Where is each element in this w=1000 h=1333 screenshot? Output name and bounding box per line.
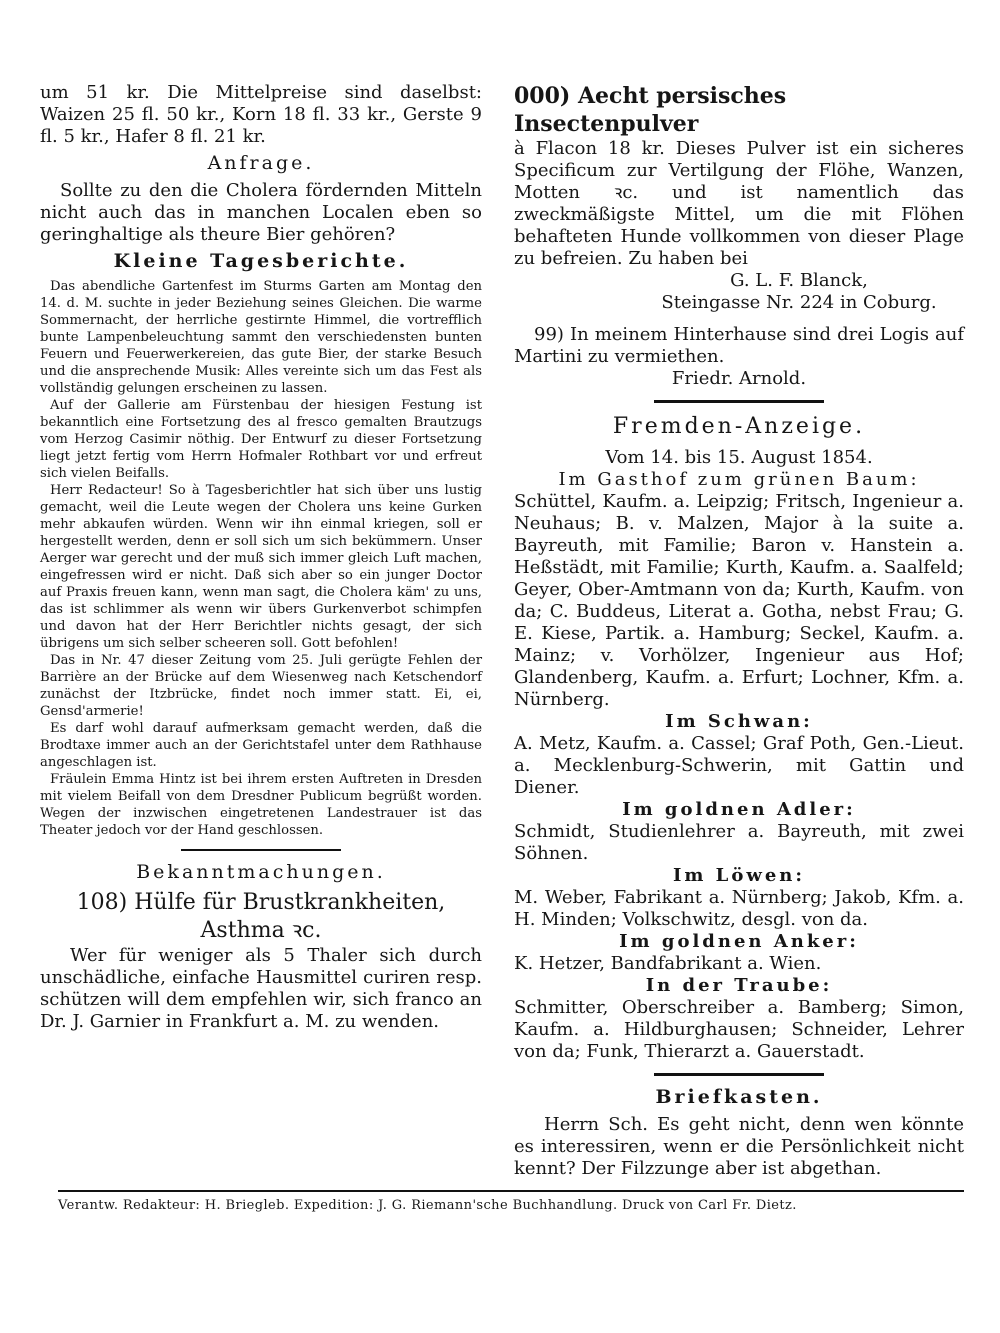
hotel-schwan-heading: Im Schwan: (665, 711, 813, 732)
ad-000-text: à Flacon 18 kr. Dieses Pulver ist ein sicheres Specificum zur Vertilgung der Flöhe, Wanzen, Motten ꝛc. und ist namentlich das zweckmäßigste Mittel, um die mit Flöhen behafteten Hunde vollkommen von dieser Plage zu befreien. Zu haben bei (514, 138, 964, 269)
ad-108-subtitle: Asthma ꝛc. (200, 918, 322, 943)
kleine-tagesberichte-body (40, 278, 482, 839)
report-barriere: Das in Nr. 47 dieser Zeitung vom 25. Juli gerügte Fehlen der Barrière an der Brücke auf dem Wiesenweg nach Ketschendorf zunächst der Itzbrücke, findet noch immer statt. Ei, ei, Gensd'armerie! (40, 653, 482, 719)
section-divider (181, 849, 341, 851)
ad-000-address: Steingasse Nr. 224 in Coburg. (661, 292, 937, 313)
ad-108-title: 108) Hülfe für Brustkrankheiten, (76, 890, 446, 915)
left-column (40, 82, 482, 1033)
hotel-goldner-anker-heading: Im goldnen Anker: (619, 931, 859, 952)
hotel-schwan-guests: A. Metz, Kaufm. a. Cassel; Graf Poth, Gen.-Lieut. a. Mecklenburg-Schwerin, mit Gattin und Diener. (514, 733, 964, 798)
fremden-anzeige-heading: Fremden-Anzeige. (612, 414, 866, 439)
hotel-traube-guests: Schmitter, Oberschreiber a. Bamberg; Simon, Kaufm. a. Hildburghausen; Schneider, Lehrer von da; Funk, Thierarzt a. Gauerstadt. (514, 997, 964, 1062)
anfrage-heading: Anfrage. (207, 152, 315, 174)
briefkasten-heading: Briefkasten. (655, 1086, 823, 1108)
fremden-anzeige-date: Vom 14. bis 15. August 1854. (605, 447, 873, 468)
ad-000-title: 000) Aecht persisches Insectenpulver (514, 83, 787, 137)
report-redacteur-letter: Herr Redacteur! So à Tagesberichtler hat sich über uns lustig gemacht, weil die Leute wegen der Cholera uns keine Gurken mehr abkaufen würden. Wenn wir ihn einmal kriegen, soll er hergestellt werden, denn er soll sich um sich bekümmern. Unser Aerger war gerecht und der muß sich immer gleich Luft machen, eingefressen wird er nicht. Daß sich aber so ein junger Doctor auf Praxis freuen kann, wenn man sagt, die Cholera käm' zu uns, das ist schlimmer als wenn wir übers Gurkenverbot schimpfen und davon hat der Herr Berichtler nichts gesagt, der sich übrigens um sich selber scheeren soll. Gott befohlen! (40, 483, 482, 651)
hotel-loewen-heading: Im Löwen: (672, 865, 806, 886)
report-gartenfest: Das abendliche Gartenfest im Sturms Garten am Montag den 14. d. M. suchte in jeder Beziehung seines Gleichen. Die warme Sommernacht, der herrliche gestirnte Himmel, die vortrefflich bunte Lampenbeleuchtung sammt den verschiedensten bunten Feuern und Feuerwerkereien, das gute Bier, der starke Besuch und die ansprechende Musik: Alles vereinte sich um das Fest als vollständig gelungen erscheinen zu lassen. (40, 279, 482, 396)
hotel-gruener-baum-heading: Im Gasthof zum grünen Baum: (558, 469, 920, 490)
bekanntmachungen-heading: Bekanntmachungen. (136, 861, 386, 883)
report-emma-hintz: Fräulein Emma Hintz ist bei ihrem ersten Auftreten in Dresden mit vielem Beifall von dem Dresdner Publicum begrüßt worden. Wegen der inzwischen eingetretenen Landestrauer ist das Theater jedoch vor der Hand geschlossen. (40, 772, 482, 838)
market-prices-text: um 51 kr. Die Mittelpreise sind daselbst: Waizen 25 fl. 50 kr., Korn 18 fl. 33 kr., Gerste 9 fl. 5 kr., Hafer 8 fl. 21 kr. (40, 82, 482, 147)
hotel-goldner-adler-guests: Schmidt, Studienlehrer a. Bayreuth, mit zwei Söhnen. (514, 821, 964, 864)
anfrage-text: Sollte zu den die Cholera fördernden Mitteln nicht auch das in manchen Localen eben so geringhaltige als theure Bier gehören? (40, 180, 482, 245)
section-divider (654, 1073, 824, 1076)
section-divider (654, 400, 824, 403)
briefkasten-text: Herrn Sch. Es geht nicht, denn wen könnte es interessiren, wenn er die Persönlichkeit nicht kennt? Der Filzzunge aber ist abgethan. (514, 1114, 964, 1179)
hotel-goldner-adler-heading: Im goldnen Adler: (622, 799, 856, 820)
ad-99-name: Friedr. Arnold. (671, 368, 807, 389)
kleine-tagesberichte-heading: Kleine Tagesberichte. (113, 250, 409, 272)
report-brodtaxe: Es darf wohl darauf aufmerksam gemacht werden, daß die Brodtaxe immer auch an der Gerichtstafel unter dem Rathhause angeschlagen ist. (40, 721, 482, 770)
hotel-gruener-baum-guests: Schüttel, Kaufm. a. Leipzig; Fritsch, Ingenieur a. Neuhaus; B. v. Malzen, Major à la suite a. Bayreuth, mit Familie; Baron v. Hanstein a. Heßstädt, mit Familie; Kurth, Kaufm. a. Saalfeld; Geyer, Ober-Amtmann von da; Kurth, Kaufm. von da; C. Buddeus, Literat a. Gotha, nebst Frau; G. E. Kiese, Partik. a. Hamburg; Seckel, Kaufm. a. Mainz; v. Vorhölzer, Ingenieur aus Hof; Glandenberg, Kaufm. a. Erfurt; Lochner, Kfm. a. Nürnberg. (514, 491, 964, 710)
right-column (514, 82, 964, 1180)
imprint-footer: Verantw. Redakteur: H. Briegleb. Expedition: J. G. Riemann'sche Buchhandlung. Druck von Carl Fr. Dietz. (58, 1190, 964, 1213)
report-gallerie: Auf der Gallerie am Fürstenbau der hiesigen Festung ist bekanntlich eine Fortsetzung des al fresco gemalten Brautzugs vom Herzog Casimir nöthig. Der Entwurf zu dieser Fortsetzung liegt jetzt fertig vom Herrn Hofmaler Rothbart vor und erfreut sich vielen Beifalls. (40, 398, 482, 481)
hotel-traube-heading: In der Traube: (645, 975, 833, 996)
ad-000-name: G. L. F. Blanck, (730, 270, 868, 291)
ad-99-text: 99) In meinem Hinterhause sind drei Logis auf Martini zu vermiethen. (514, 324, 964, 367)
hotel-loewen-guests: M. Weber, Fabrikant a. Nürnberg; Jakob, Kfm. a. H. Minden; Volkschwitz, desgl. von da. (514, 887, 964, 930)
hotel-goldner-anker-guests: K. Hetzer, Bandfabrikant a. Wien. (514, 953, 822, 974)
ad-108-text: Wer für weniger als 5 Thaler sich durch unschädliche, einfache Hausmittel curiren resp. schützen will dem empfehlen wir, sich franco an Dr. J. Garnier in Frankfurt a. M. zu wenden. (40, 945, 482, 1032)
